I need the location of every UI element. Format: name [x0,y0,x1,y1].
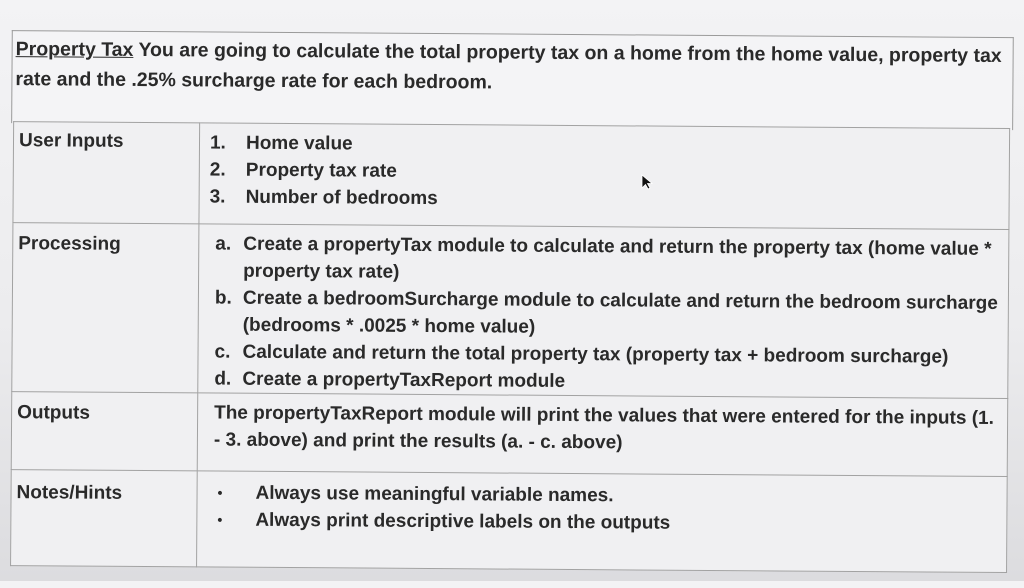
list-item: • Always print descriptive labels on the outputs [217,507,1000,539]
row-notes [11,470,1008,573]
assignment-title: Property Tax [15,38,134,61]
row-user-inputs [13,122,1010,230]
notes-list [217,480,1000,539]
processing-cell [198,224,1009,399]
list-item: • Always use meaningful variable names. [217,480,1000,512]
row-label-notes: Notes/Hints [11,470,198,567]
row-label-user-inputs: User Inputs [13,122,200,224]
row-processing [12,223,1009,399]
assignment-description: You are going to calculate the total property tax on a home from the home value, property tax rate and the .25% surcharge rate for each bedroom. [15,38,1002,94]
list-item: c. Calculate and return the total property tax (property tax + bedroom surcharge) [214,341,949,368]
notes-cell [197,471,1008,573]
list-item: b. Create a bedroomSurcharge module to calculate and return the bedroom surcharge (bedrooms * .0025 * home value) [214,287,998,338]
row-label-outputs: Outputs [11,392,198,471]
list-item: 1. Home value [209,132,353,155]
list-item: d. Create a propertyTaxReport module [214,368,566,392]
processing-list [214,231,1002,398]
row-label-processing: Processing [12,223,199,393]
bullet-icon: • [217,484,223,501]
bullet-icon: • [217,511,223,528]
outputs-text: The propertyTaxReport module will print the values that were entered for the inputs (1. - 3. above) and print the results (a. - c. above) [197,393,1008,477]
requirements-table [10,121,1010,573]
list-item: a. Create a propertyTax module to calculate and return the property tax (home value * property tax rate) [215,233,992,283]
header [15,34,1010,101]
mouse-cursor-icon [640,174,656,190]
list-item: 2. Property tax rate [209,159,397,182]
inputs-cell [199,123,1010,230]
row-outputs [11,392,1008,477]
inputs-list [210,129,1004,216]
list-item: 3. Number of bedrooms [209,186,438,210]
